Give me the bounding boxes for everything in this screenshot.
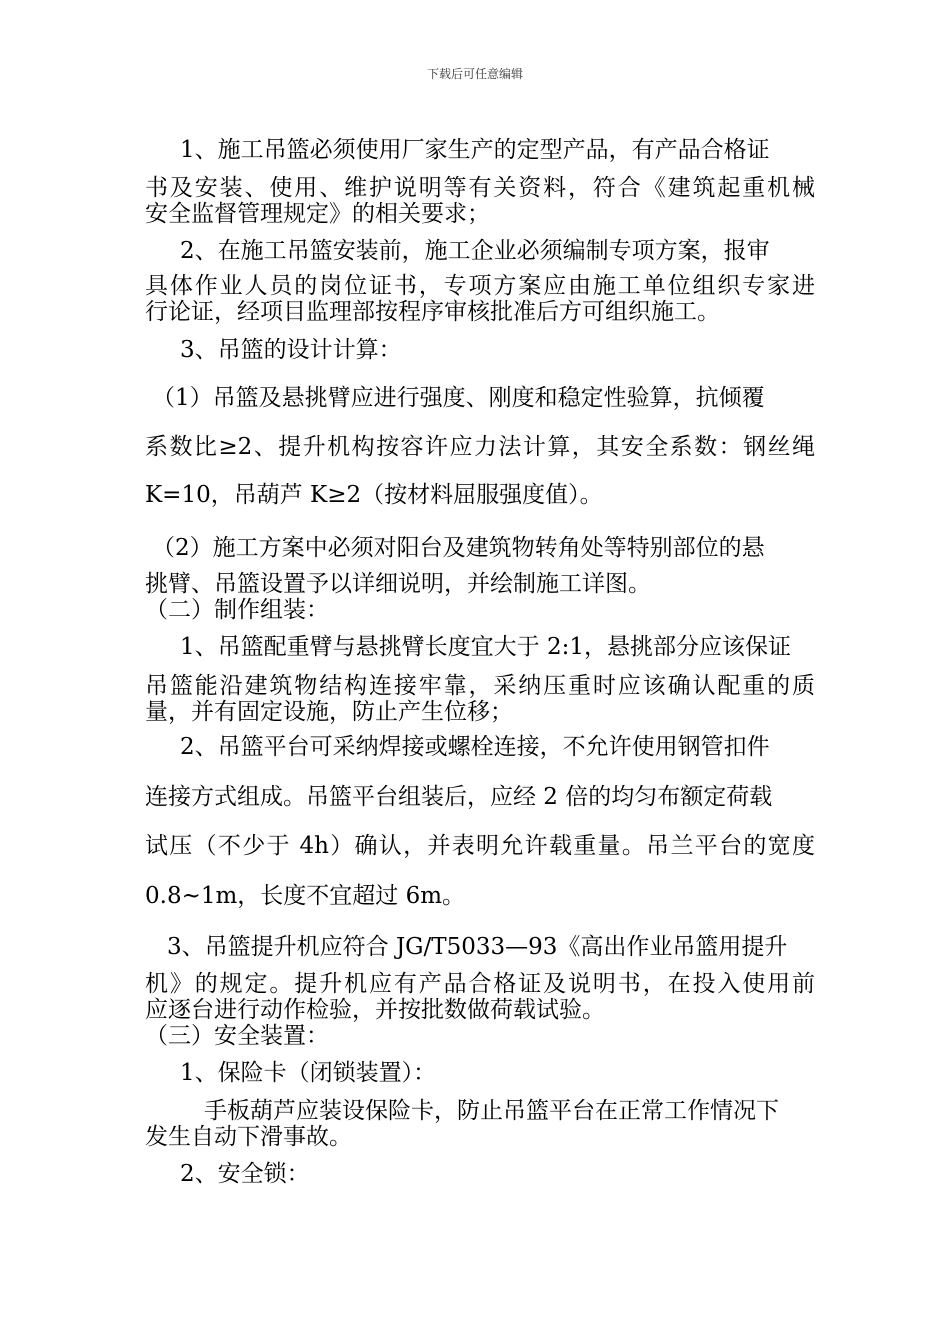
text-line: 具体作业人员的岗位证书，专项方案应由施工单位组织专家进 bbox=[145, 273, 815, 299]
text-line: 3、吊篮的设计计算： bbox=[180, 337, 402, 363]
text-line: 发生自动下滑事故。 bbox=[145, 1124, 352, 1150]
text-line: 1、吊篮配重臂与悬挑臂长度宜大于 2:1，悬挑部分应该保证 bbox=[180, 634, 791, 660]
text-line: 2、在施工吊篮安装前，施工企业必须编制专项方案，报审 bbox=[180, 238, 770, 264]
section-heading: （三）安全装置： bbox=[145, 1023, 329, 1049]
text-line: 连接方式组成。吊篮平台组装后，应经 2 倍的均匀布额定荷载 bbox=[145, 784, 773, 810]
text-line: 安全监督管理规定》的相关要求； bbox=[145, 201, 490, 227]
text-line: 吊篮能沿建筑物结构连接牢靠，采纳压重时应该确认配重的质 bbox=[145, 673, 815, 699]
page-header: 下载后可任意编辑 bbox=[426, 67, 523, 81]
text-line: 试压（不少于 4h）确认，并表明允许载重量。吊兰平台的宽度 bbox=[145, 833, 815, 859]
section-heading: （二）制作组装： bbox=[145, 597, 329, 623]
text-line: 机》的规定。提升机应有产品合格证及说明书，在投入使用前 bbox=[145, 971, 815, 997]
text-line: 1、保险卡（闭锁装置）： bbox=[180, 1060, 437, 1086]
text-line: 行论证，经项目监理部按程序审核批准后方可组织施工。 bbox=[145, 299, 720, 325]
text-line: 2、吊篮平台可采纳焊接或螺栓连接，不允许使用钢管扣件 bbox=[180, 734, 770, 760]
text-line: 2、安全锁： bbox=[180, 1161, 310, 1187]
text-line: 3、吊篮提升机应符合 JG/T5033—93《高出作业吊篮用提升 bbox=[167, 934, 788, 960]
text-line: 挑臂、吊篮设置予以详细说明，并绘制施工详图。 bbox=[145, 571, 651, 597]
text-line: 量，并有固定设施，防止产生位移； bbox=[145, 699, 513, 725]
text-line: 0.8~1m，长度不宜超过 6m。 bbox=[145, 883, 466, 909]
text-line: （2）施工方案中必须对阳台及建筑物转角处等特别部位的悬 bbox=[152, 535, 765, 561]
text-line: 1、施工吊篮必须使用厂家生产的定型产品，有产品合格证 bbox=[180, 137, 770, 163]
text-line: 应逐台进行动作检验，并按批数做荷载试验。 bbox=[145, 997, 605, 1023]
text-line: 书及安装、使用、维护说明等有关资料，符合《建筑起重机械 bbox=[145, 175, 815, 201]
text-line: （1）吊篮及悬挑臂应进行强度、刚度和稳定性验算，抗倾覆 bbox=[152, 385, 765, 411]
text-line: 系数比≥2、提升机构按容许应力法计算，其安全系数：钢丝绳 bbox=[145, 434, 815, 460]
text-line: K=10，吊葫芦 K≥2（按材料屈服强度值）。 bbox=[145, 482, 603, 508]
text-line: 手板葫芦应装设保险卡，防止吊篮平台在正常工作情况下 bbox=[204, 1098, 779, 1124]
